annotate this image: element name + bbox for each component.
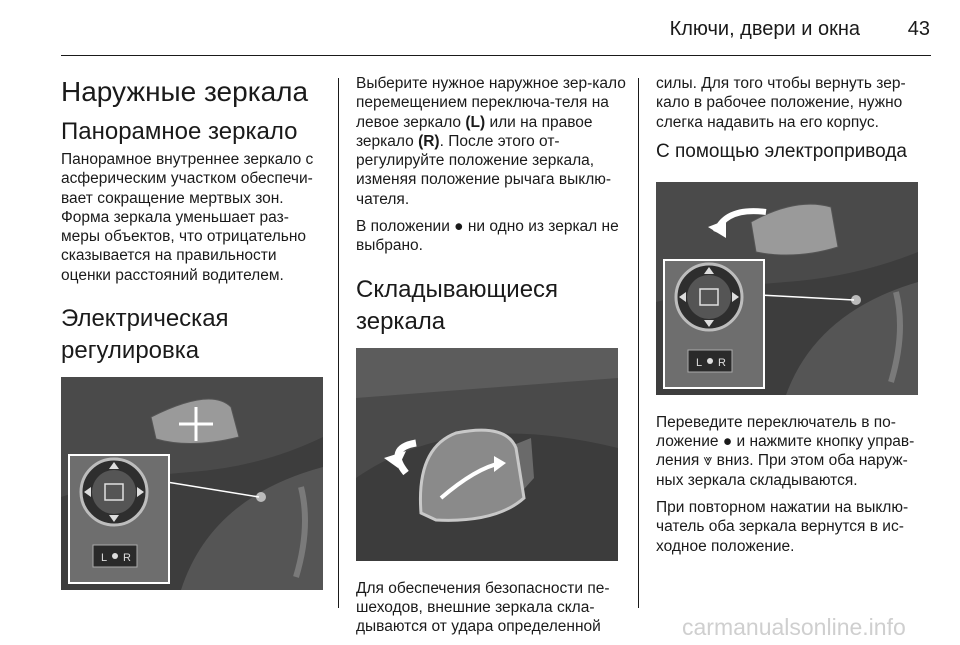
neutral-dot-icon: ● [454,218,464,236]
section-title: Наружные зеркала [61,76,309,107]
electric-folding-figure [656,182,918,395]
subsection-panoramic-mirror: Панорамное зеркало [61,118,298,145]
electric-adjustment-figure [61,377,323,590]
label-R: R [718,356,726,369]
neutral-dot-icon: ● [722,433,733,451]
running-header-title: Ключи, двери и окна [669,18,860,40]
neutral-position-paragraph: В положении ● ни одно из зеркал не выбрано. [356,218,619,255]
column-1 [61,76,326,608]
fold-instruction-paragraph: Переведите переключатель в по-ложение ● и нажмите кнопку управ-ления ⩔ вниз. При этом оба наруж-ных зеркала складываются. [656,413,915,489]
fold-button-icon: ⩔ [703,452,713,470]
return-mirror-paragraph: силы. Для того чтобы вернуть зер-кало в рабочее положение, нужно слегка надавить на его корпус. [656,75,906,131]
unfold-instruction-paragraph: При повторном нажатии на выклю-чатель оба зеркала вернутся в ис-ходное положение. [656,499,909,555]
header-rule [61,55,931,56]
label-R: R [123,552,131,565]
page-number: 43 [907,18,930,40]
panoramic-paragraph: Панорамное внутреннее зеркало с асферическим участком обеспечи-вает сокращение мертвых зон. Форма зеркала уменьшает раз-меры объектов, что отрицательно сказывается на правильности оценки расстояний водителем. [61,151,314,284]
column-divider-2 [638,78,639,608]
pedestrian-safety-paragraph: Для обеспечения безопасности пе-шеходов, внешние зеркала скла-дываются от удара определенной [356,579,610,636]
subsection-electric-adjustment: Электрическая регулировка [61,305,229,365]
subsection-electric-drive: С помощью электропривода [656,140,907,162]
subsection-folding-mirrors: Складывающиеся зеркала [356,275,559,335]
folding-mirror-figure [356,348,618,561]
column-divider-1 [338,78,339,608]
column-2 [356,74,628,645]
column-3 [656,74,931,564]
mirror-selection-paragraph: Выберите нужное наружное зер-кало перемещением переключа-теля на левое зеркало (L) или на правое зеркало (R). После этого от-регулируйте положение зеркала, изменяя положение рычага выклю-чателя. [356,75,626,208]
label-L: L [101,552,108,565]
label-L: L [696,356,703,369]
watermark: carmanualsonline.info [682,614,906,640]
